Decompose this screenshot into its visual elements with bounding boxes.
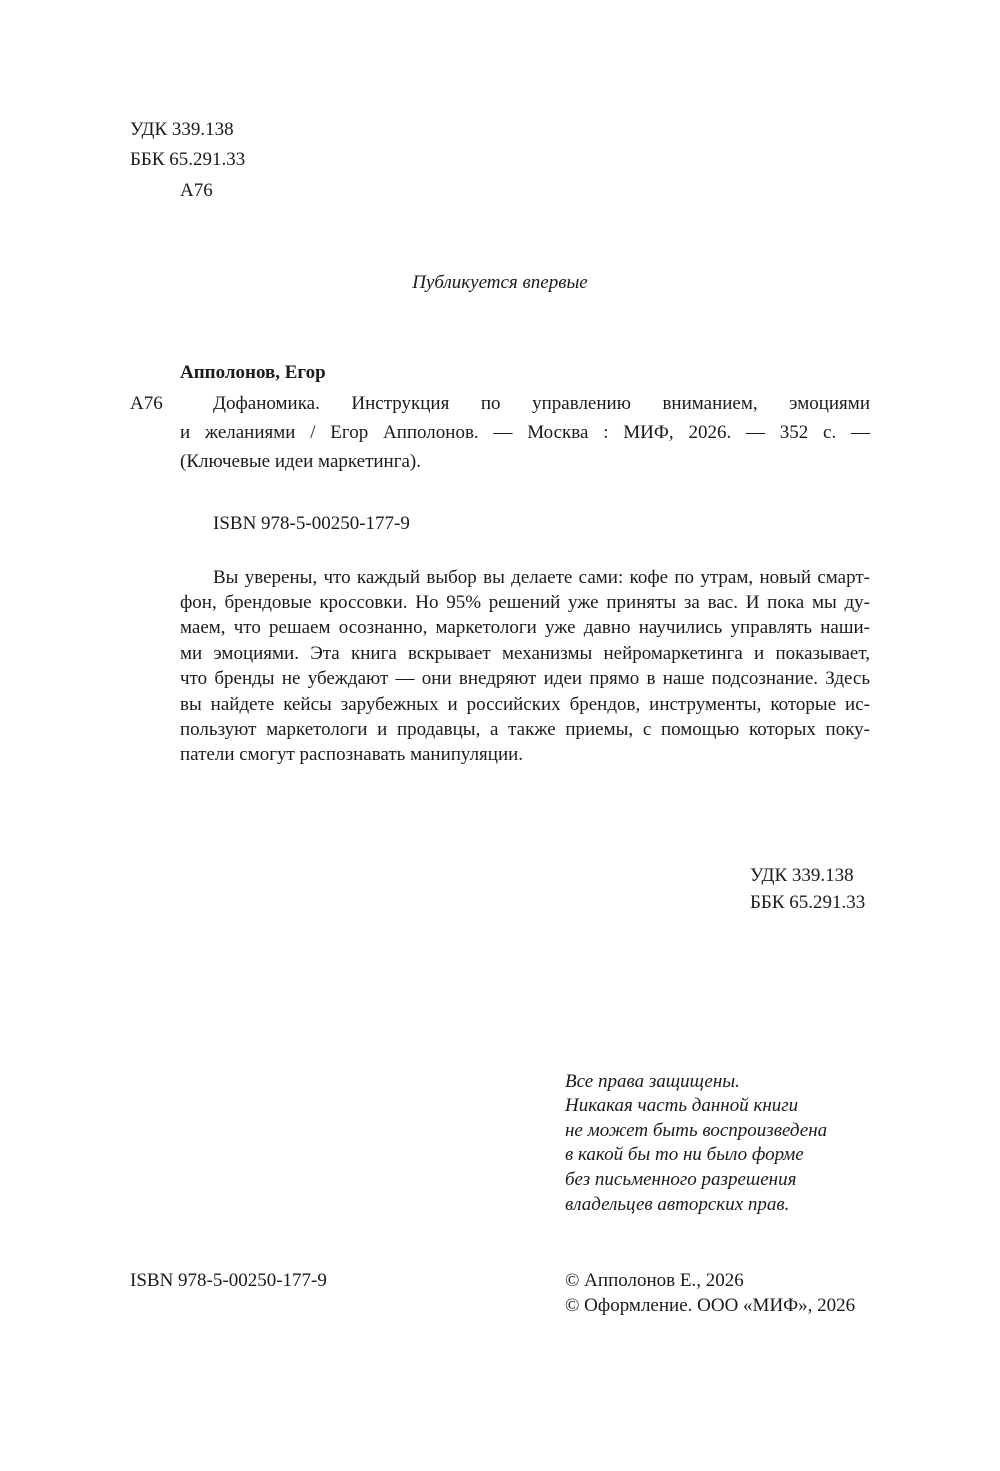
bbk-code: ББК 65.291.33 — [130, 149, 246, 170]
abstract-line: пользуют маркетологи и продавцы, а также приемы, с помощью которых поку- — [180, 719, 870, 740]
abstract-line: патели смогут распознавать манипуляции. — [180, 744, 524, 765]
record-title-line: и желаниями / Егор Апполонов. — Москва : МИФ, 2026. — 352 с. — — [180, 422, 870, 443]
abstract-line: фон, брендовые кроссовки. Но 95% решений уже приняты за вас. И пока мы ду- — [180, 592, 870, 613]
rights-line: в какой бы то ни было форме — [565, 1144, 804, 1165]
rights-line: без письменного разрешения — [565, 1169, 797, 1190]
first-published-note: Публикуется впервые — [412, 272, 588, 293]
rights-line: не может быть воспроизведена — [565, 1120, 828, 1141]
record-author: Апполонов, Егор — [180, 362, 326, 383]
footer-isbn: ISBN 978-5-00250-177-9 — [130, 1270, 327, 1291]
record-author-mark: А76 — [130, 393, 163, 414]
rights-line: владельцев авторских прав. — [565, 1194, 790, 1215]
record-udk: УДК 339.138 — [750, 865, 854, 886]
copyright-author: © Апполонов Е., 2026 — [565, 1270, 744, 1291]
abstract-line: что бренды не убеждают — они внедряют идеи прямо в наше подсознание. Здесь — [180, 668, 870, 689]
record-isbn: ISBN 978-5-00250-177-9 — [213, 513, 410, 534]
rights-line: Все права защищены. — [565, 1071, 740, 1092]
copyright-design: © Оформление. ООО «МИФ», 2026 — [565, 1295, 856, 1316]
rights-line: Никакая часть данной книги — [565, 1095, 799, 1116]
abstract-line: ми эмоциями. Эта книга вскрывает механизмы нейромаркетинга и показывает, — [180, 643, 870, 664]
abstract-line: маем, что решаем осознанно, маркетологи уже давно научились управлять наши- — [180, 617, 870, 638]
abstract-line: вы найдете кейсы зарубежных и российских брендов, инструменты, которые ис- — [180, 694, 870, 715]
record-title-line: Дофаномика. Инструкция по управлению вниманием, эмоциями — [213, 393, 870, 414]
udk-code: УДК 339.138 — [130, 119, 234, 140]
record-title-line: (Ключевые идеи маркетинга). — [180, 451, 422, 472]
abstract-line: Вы уверены, что каждый выбор вы делаете сами: кофе по утрам, новый смарт- — [213, 567, 870, 588]
author-mark: А76 — [180, 180, 213, 201]
record-bbk: ББК 65.291.33 — [750, 892, 866, 913]
